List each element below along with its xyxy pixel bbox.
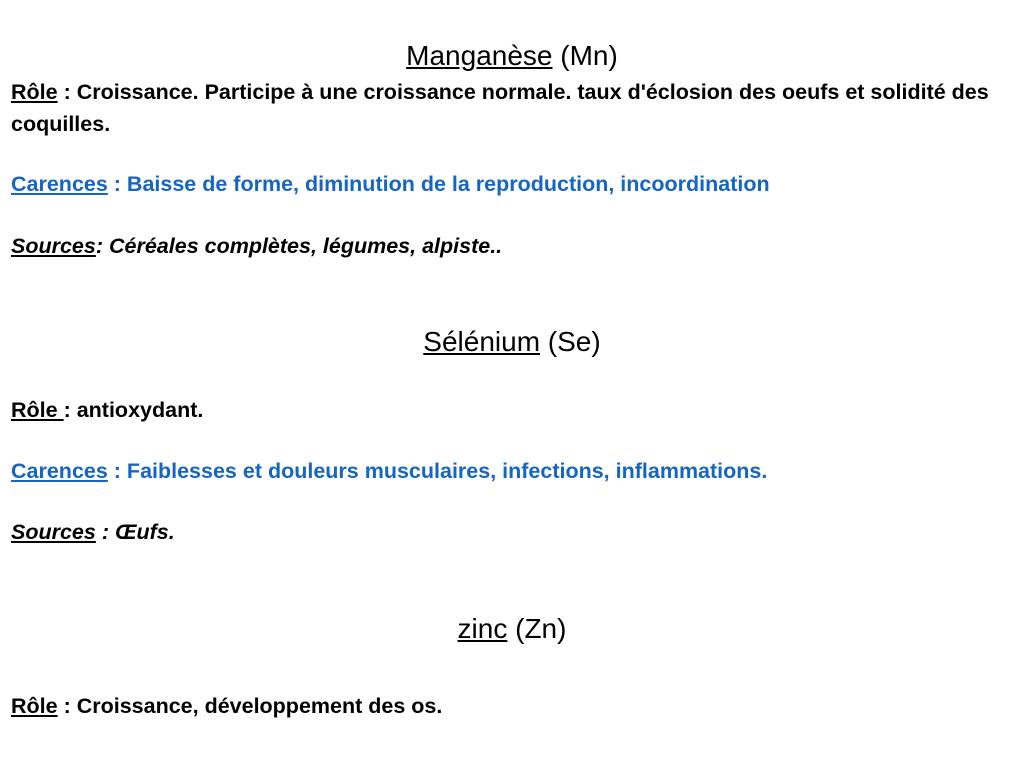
manganese-carences-text: : Baisse de forme, diminution de la reproduction, incoordination: [107, 172, 770, 196]
manganese-title-name: Manganèse: [406, 40, 553, 71]
selenium-title: [0, 326, 1024, 358]
selenium-sources-label: Sources: [11, 520, 96, 544]
zinc-role: [11, 690, 1011, 722]
manganese-sources-label: Sources: [11, 234, 96, 258]
zinc-title-symbol: (Zn): [507, 613, 567, 644]
manganese-sources-text: : Céréales complètes, légumes, alpiste..: [95, 234, 503, 258]
manganese-carences-label: Carences: [11, 172, 108, 196]
selenium-role: [11, 394, 1011, 426]
manganese-carences: [11, 168, 1011, 200]
selenium-carences-label: Carences: [11, 459, 108, 483]
selenium-title-name: Sélénium: [423, 326, 541, 357]
manganese-role-label: Rôle: [11, 80, 58, 104]
selenium-title-symbol: (Se): [540, 326, 601, 357]
selenium-sources: [11, 516, 1011, 548]
selenium-sources-text: : Œufs.: [95, 520, 175, 544]
manganese-sources: [11, 230, 1011, 262]
manganese-title: [0, 40, 1024, 72]
manganese-role-text: : Croissance. Participe à une croissance normale. taux d'éclosion des oeufs et solidité des coquilles.: [11, 80, 989, 136]
selenium-role-label: Rôle: [11, 398, 64, 422]
zinc-role-label: Rôle: [11, 694, 58, 718]
zinc-title: [0, 613, 1024, 645]
manganese-title-symbol: (Mn): [552, 40, 618, 71]
zinc-title-name: zinc: [457, 613, 508, 644]
selenium-carences: [11, 455, 1011, 487]
selenium-role-text: : antioxydant.: [63, 398, 204, 422]
zinc-role-text: : Croissance, développement des os.: [57, 694, 443, 718]
selenium-carences-text: : Faiblesses et douleurs musculaires, infections, inflammations.: [107, 459, 768, 483]
manganese-role: [11, 76, 1006, 140]
